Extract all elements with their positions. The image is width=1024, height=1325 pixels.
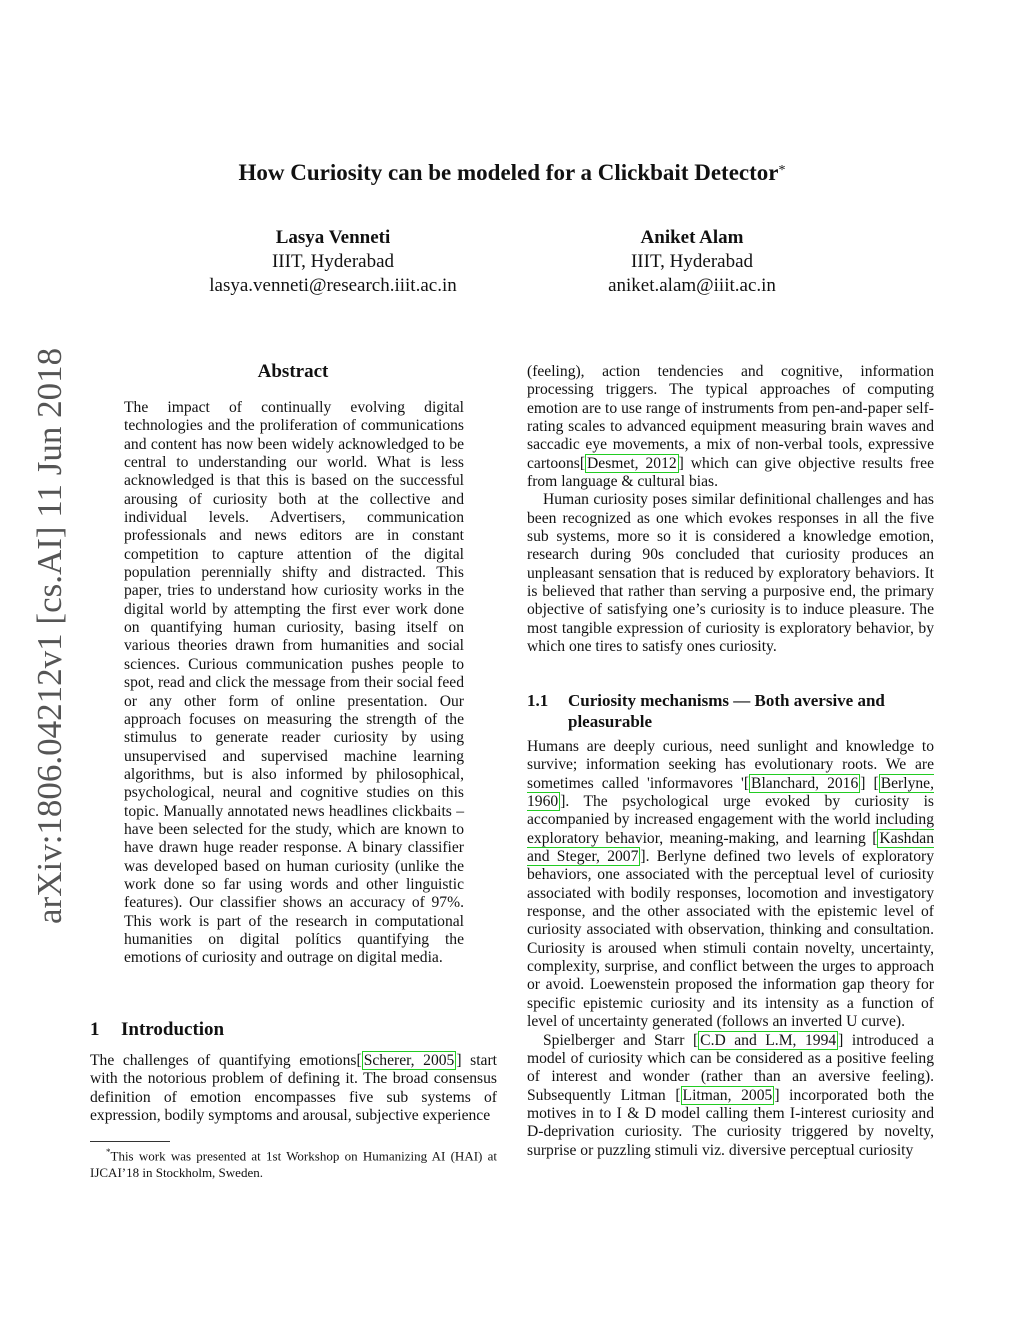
introduction-body	[90, 1052, 497, 1125]
arxiv-identifier: arXiv:1806.04212v1 [cs.AI] 11 Jun 2018	[30, 347, 69, 924]
right-column-top	[527, 363, 934, 657]
text-run: introduced a model of curiosity which can be considered as a positive feeling of interest and wonder (rather than an aversive feeling). Subsequently Litman	[527, 1031, 935, 1104]
author-email[interactable]: aniket.alam@iiit.ac.in	[608, 275, 776, 296]
text-run: The challenges of quantifying emotions	[90, 1052, 357, 1069]
text-run: incorporated both the motives in to I & D model calling them I-interest curiosity and D-deprivation curiosity. The curiosity triggered by novelty, surprise or puzzling stimuli viz. diversive perceptual curiosity	[527, 1086, 934, 1159]
paragraph: The challenges of quantifying emotions[ Scherer, 2005 ] start with the notorious problem of defining it. The broad consensus definition of emotion encompasses five sub systems of expression, bodily symptoms and arousal, subjective experience	[90, 1052, 498, 1125]
section-title: Introduction	[121, 1019, 225, 1040]
text-run: . Berlyne defined two levels of exploratory behaviors, one associated with the perceptual level of curiosity associated with bodily responses, locomotion and investigatory response, and the other associated with the epistemic level of curiosity associated with observation, thinking and consultation. Curiosity is aroused when stimuli contain novelty, uncertainty, complexity, surprise, and conflict between the urges to approach or avoid. Loewenstein proposed the information gap theory for specific epistemic curiosity and its intensity as a function of level of uncertainty generated (follows an inverted U curve).	[527, 848, 934, 1031]
text-run: Spielberger and Starr	[543, 1031, 693, 1049]
subsection-number: 1.1	[527, 691, 549, 710]
abstract-heading: Abstract	[257, 361, 329, 382]
author-affiliation: IIIT, Hyderabad	[271, 251, 395, 272]
citation-link[interactable]: Blanchard, 2016	[751, 774, 859, 792]
footnote	[90, 1144, 497, 1181]
paper-title	[90, 158, 934, 188]
author-block-1	[153, 226, 513, 298]
footnote-mark: *	[106, 1147, 111, 1157]
footnote-text	[90, 1144, 497, 1181]
abstract-body	[124, 399, 464, 968]
title-footnote-mark: *	[778, 163, 786, 178]
citation-link[interactable]: Litman, 2005	[682, 1086, 773, 1104]
abstract-text: The impact of continually evolving digital technologies and the proliferation of communications and content has now been widely acknowledged to be central to understanding our world. What is less acknowledged is that this is based on the successful arousing of curiosity both at the collective and individual levels. Advertisers, communication professionals and news editors are in constant competition to capture attention of the digital population perennially shifty and distracted. This paper, tries to understand how curiosity works in the digital world by attempting the first ever work done on quantifying human curiosity, basing itself on various theories drawn from humanities and social sciences. Curious communication pushes people to spot, read and click the message from their social feed or any other form of online presentation. Our approach focuses on measuring the strength of the stimulus to generate reader curiosity by using unsupervised and supervised machine learning algorithms, but is also informed by philosophical, psychological, neural and cognitive studies on this topic. Manually annotated news headlines clickbaits – have been selected for the study, which are known to have drawn huge reader response. A binary classifier was developed based on human curiosity (unlike the work done so far using words and other linguistic features). Our classifier shows an accuracy of 97%. This work is part of the research in computational humanities on digital polítics quantifying the emotions of curiosity and outrage on digital media.	[124, 399, 464, 967]
text-run: which can give objective results free from language & cultural bias.	[527, 454, 934, 491]
citation-link[interactable]: Kashdan and Steger, 2007	[527, 829, 934, 866]
section-number: 1	[90, 1019, 100, 1040]
paragraph: (feeling), action tendencies and cognitive, information processing triggers. The typical approaches of computing emotion are to use range of instruments from pen-and-paper self-rating scales to advanced equipment measuring brain waves and saccadic eye movements, a mix of non-verbal tools, expressive cartoons[ Desmet, 2012 ] which can give objective results free from language & cultural bias.	[527, 363, 934, 491]
paragraph: Human curiosity poses similar definitional challenges and has been recognized as one which evokes responses in all the five sub systems, more so it is considered a knowledge emotion, research during 90s concluded that curiosity produces an unpleasant sensation that is reduced by exploratory behaviors. It is believed that rather than serving a purposive end, the primary objective of satisfying one’s curiosity is to induce pleasure. The most tangible expression of curiosity is exploratory behavior, by which one tires to satisfy ones curiosity.	[527, 491, 934, 656]
subsection-heading	[527, 690, 934, 732]
citation-link[interactable]: C.D and L.M, 1994	[700, 1031, 837, 1049]
citation-link[interactable]: Berlyne, 1960	[527, 774, 934, 811]
subsection-title: Curiosity mechanisms — Both aversive and pleasurable	[568, 691, 885, 731]
citation-link[interactable]: Scherer, 2005	[363, 1052, 455, 1069]
text-run: Humans are deeply curious, need sunlight and knowledge to survive; information seeking has evolutionary roots. We are sometimes called 'informavores '	[527, 738, 934, 792]
citation-link[interactable]: Desmet, 2012	[587, 454, 677, 472]
author-affiliation: IIIT, Hyderabad	[630, 251, 754, 272]
footnote-divider	[90, 1141, 170, 1142]
footnote-body: This work was presented at 1st Workshop on Humanizing AI (HAI) at IJCAI’18 in Stockholm, Sweden.	[90, 1148, 497, 1180]
right-column-bottom	[527, 738, 934, 1160]
author-block-2	[512, 226, 872, 298]
text-run: . The psychological urge evoked by curiosity is accompanied by increased engagement with the world including exploratory behavior, meaning-making, and learning	[527, 793, 934, 847]
section-heading-introduction	[90, 1018, 224, 1042]
paragraph: Spielberger and Starr [ C.D and L.M, 1994 ] introduced a model of curiosity which can be considered as a positive feeling of interest and wonder (rather than an aversive feeling). Subsequently Litman [ Litman, 2005 ] incorporated both the motives in to I & D model calling them I-interest curiosity and D-deprivation curiosity. The curiosity triggered by novelty, surprise or puzzling stimuli viz. diversive perceptual curiosity	[527, 1031, 935, 1159]
author-name: Lasya Venneti	[275, 227, 391, 248]
paragraph: Humans are deeply curious, need sunlight and knowledge to survive; information seeking has evolutionary roots. We are sometimes called 'informavores '[ Blanchard, 2016 ] [ Berlyne, 1960 ]. The psychological urge evoked by curiosity is accompanied by increased engagement with the world including exploratory behavior, meaning-making, and learning [ Kashdan and Steger, 2007 ]. Berlyne defined two levels of exploratory behaviors, one associated with the perceptual level of curiosity associated with bodily responses, locomotion and investigatory response, and the other associated with the epistemic level of curiosity associated with observation, thinking and consultation. Curiosity is aroused when stimuli contain novelty, uncertainty, complexity, surprise, and conflict between the urges to approach or avoid. Loewenstein proposed the information gap theory for specific epistemic curiosity and its intensity as a function of level of uncertainty generated (follows an inverted U curve).	[527, 738, 934, 1031]
author-email[interactable]: lasya.venneti@research.iiit.ac.in	[209, 275, 457, 296]
title-text: How Curiosity can be modeled for a Clickbait Detector	[238, 160, 779, 185]
text-run: start with the notorious problem of defining it. The broad consensus definition of emotion encompasses five sub systems of expression, bodily symptoms and arousal, subjective experience	[90, 1052, 498, 1125]
author-name: Aniket Alam	[640, 227, 744, 248]
text-run	[865, 775, 873, 792]
text-run: (feeling), action tendencies and cognitive, information processing triggers. The typical approaches of computing emotion are to use range of instruments from pen-and-paper self-rating scales to advanced equipment measuring brain waves and saccadic eye movements, a mix of non-verbal tools, expressive cartoons	[527, 363, 934, 472]
